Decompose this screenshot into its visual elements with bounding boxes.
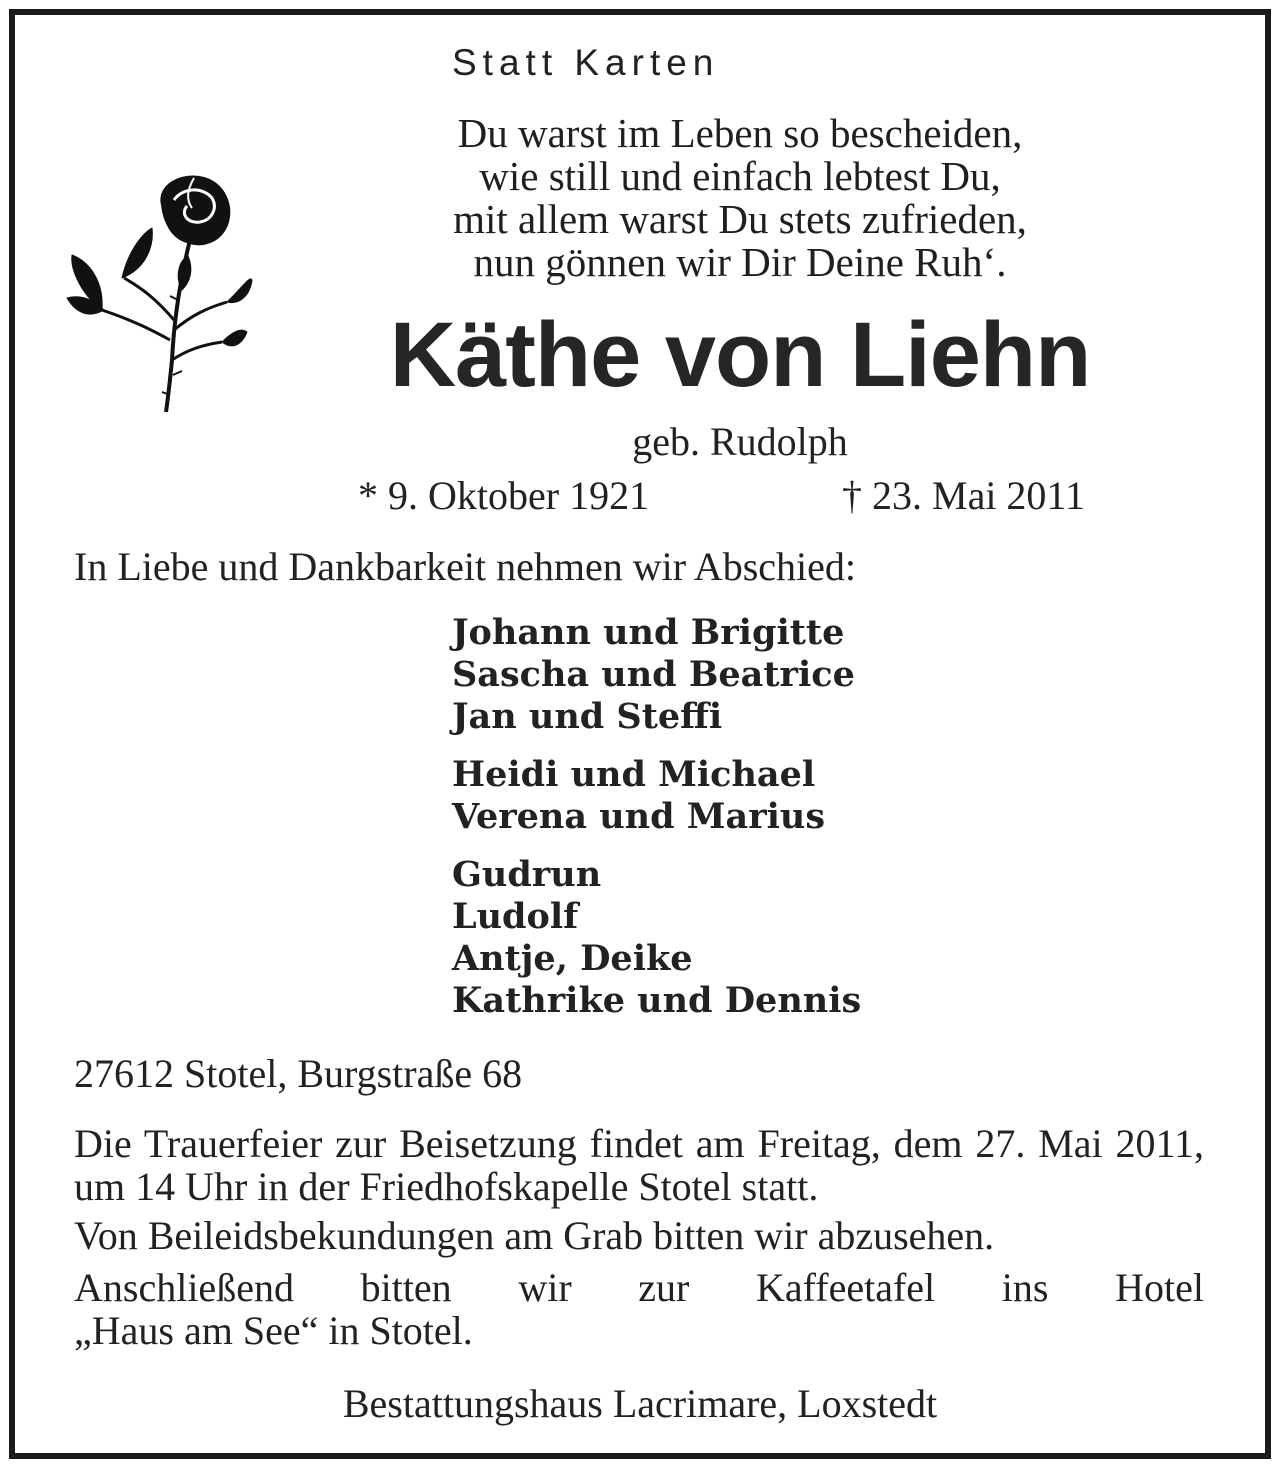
- mourner-group: [452, 612, 861, 738]
- mourner-name: Jan und Steffi: [452, 696, 723, 737]
- mourner-name: Antje, Deike: [452, 938, 693, 979]
- header-note: Statt Karten: [452, 42, 720, 83]
- farewell-intro: In Liebe und Dankbarkeit nehmen wir Abschied:: [74, 544, 856, 589]
- coffee-invitation: [74, 1266, 1204, 1352]
- poem: [380, 112, 1100, 284]
- mourner-name: Sascha und Beatrice: [452, 654, 855, 695]
- mourner-name: Gudrun: [452, 854, 602, 895]
- death-date: † 23. Mai 2011: [842, 473, 1085, 518]
- mourner-name: Ludolf: [452, 896, 579, 937]
- birth-date: * 9. Oktober 1921: [358, 473, 650, 518]
- mourner-name: Johann und Brigitte: [452, 612, 845, 653]
- coffee-line: „Haus am See“ in Stotel.: [74, 1308, 473, 1353]
- mourner-group: [452, 854, 861, 1022]
- mourners-list: [452, 612, 861, 1038]
- coffee-line: Anschließend bitten wir zur Kaffeetafel ins Hotel: [74, 1265, 1204, 1310]
- poem-line: wie still und einfach lebtest Du,: [479, 153, 1001, 199]
- funeral-info: Die Trauerfeier zur Beisetzung findet am Freitag, dem 27. Mai 2011, um 14 Uhr in der Friedhofskapelle Stotel statt.: [74, 1121, 1204, 1209]
- undertaker: Bestattungshaus Lacrimare, Loxstedt: [342, 1381, 938, 1426]
- address: 27612 Stotel, Burgstraße 68: [74, 1051, 523, 1096]
- poem-line: Du warst im Leben so bescheiden,: [457, 110, 1023, 156]
- maiden-name: geb. Rudolph: [632, 419, 848, 464]
- condolence-note: Von Beileidsbekundungen am Grab bitten wir abzusehen.: [74, 1213, 995, 1258]
- mourner-group: [452, 754, 861, 838]
- mourner-name: Heidi und Michael: [452, 754, 816, 795]
- rose-icon: [62, 170, 262, 415]
- mourner-name: Verena und Marius: [452, 796, 826, 837]
- poem-line: mit allem warst Du stets zufrieden,: [453, 196, 1027, 242]
- deceased-name: Käthe von Liehn: [389, 304, 1091, 406]
- poem-line: nun gönnen wir Dir Deine Ruh‘.: [473, 239, 1007, 285]
- mourner-name: Kathrike und Dennis: [452, 980, 862, 1021]
